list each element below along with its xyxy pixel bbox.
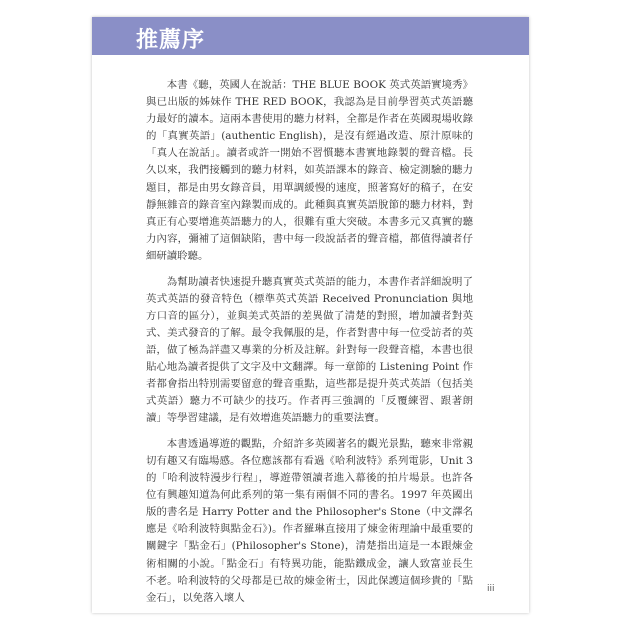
page-title: 推薦序 — [136, 28, 206, 53]
body-text — [146, 77, 473, 613]
page-number: iii — [487, 584, 495, 594]
book-page — [92, 17, 529, 613]
paragraph-3: 本書透過導遊的觀點，介紹許多英國著名的觀光景點，聽來非常親切有趣又有臨場感。各位應該都有看過《哈利波特》系列電影，Unit 3 的「哈利波特漫步行程」，導遊帶領讀者進入幕後的拍片場景。也許各位有興趣知道為何此系列的第一集有兩個不同的書名。1997 年英國出版的書名是 Harry Potter and the Philosopher's Stone（中文譯名應是《哈利波特與點金石》)。作者羅琳直接用了煉金術理論中最重要的關鍵字「點金石」(Philosopher's Stone)，清楚指出這是一本跟煉金術相關的小說。「點金石」有特異功能，能點鐵成金，讓人致富並長生不老。哈利波特的父母都是已故的煉金術士，因此保護這個珍貴的「點金石」，以免落入壞人 — [146, 437, 473, 604]
paragraph-2: 為幫助讀者快速提升聽真實英式英語的能力，本書作者詳細說明了英式英語的發音特色（標準英式英語 Received Pronunciation 與地方口音的區分），並與美式英語的差異做了清楚的對照，增加讀者對英式、美式發音的了解。最令我佩服的是，作者對書中每一位受訪者的英語，做了極為詳盡又專業的分析及註解。針對每一段聲音檔，本書也很貼心地為讀者提供了文字及中文翻譯。每一章節的 Listening Point 作者都會指出特別需要留意的聲音重點，這些都是提升英式英語（包括美式英語）聽力不可缺少的技巧。作者再三強調的「反覆練習、跟著朗讀」等學習建議，是有效增進英語聽力的重要法寶。 — [146, 275, 473, 425]
paragraph-1: 本書《聽，英國人在說話：THE BLUE BOOK 英式英語實境秀》與已出版的姊妹作 THE RED BOOK，我認為是目前學習英式英語聽力最好的讀本。這兩本書使用的聽力材料，全都是作者在英國現場收錄的「真實英語」(authentic English)，是沒有經過改造、原汁原味的「真人在說話」。讀者或許一開始不習慣聽本書實地錄製的聲音檔。長久以來，我們接觸到的聽力材料，如英語課本的錄音、檢定測驗的聽力題目，都是由男女錄音員，用單調緩慢的速度，照著寫好的稿子，在安靜無雜音的錄音室內錄製而成的。此種與真實英語脫節的聽力材料，對真正有心要增進英語聽力的人，很難有重大突破。本書多元又真實的聽力內容，彌補了這個缺陷，書中每一段說話者的聲音檔，都值得讀者仔細研讀聆聽。 — [146, 79, 473, 262]
header-band — [92, 17, 529, 55]
